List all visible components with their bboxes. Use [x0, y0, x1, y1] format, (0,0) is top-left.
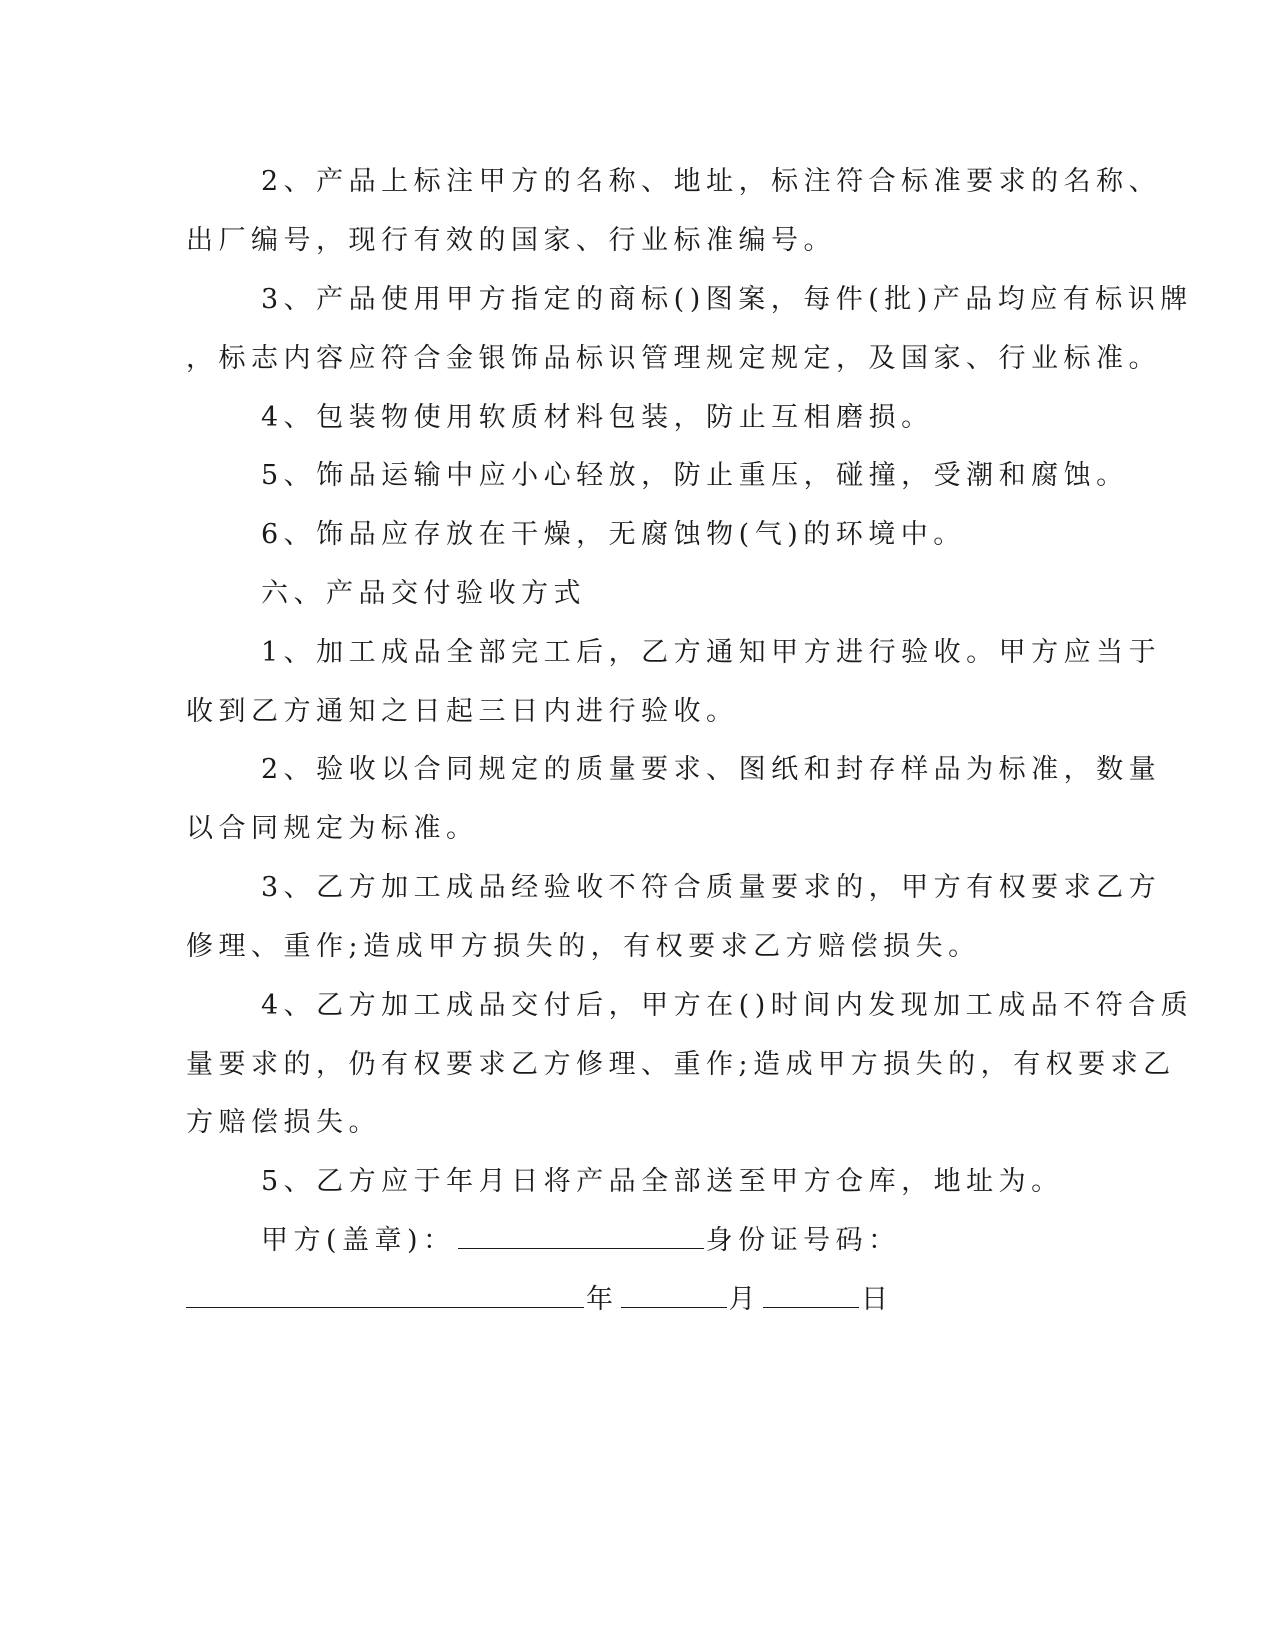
paragraph-line: 6、饰品应存放在干燥，无腐蚀物(气)的环境中。 — [261, 519, 966, 550]
paragraph-line: 以合同规定为标准。 — [186, 813, 479, 844]
id-number-blank[interactable] — [186, 1281, 584, 1308]
paragraph-line: 出厂编号，现行有效的国家、行业标准编号。 — [186, 225, 836, 256]
month-label: 月 — [728, 1284, 761, 1315]
paragraph-line: 3、乙方加工成品经验收不符合质量要求的，甲方有权要求乙方 — [261, 872, 1162, 903]
month-blank[interactable] — [621, 1281, 727, 1308]
day-label: 日 — [861, 1284, 894, 1315]
party-signature-blank[interactable] — [458, 1222, 704, 1249]
id-number-label: 身份证号码： — [705, 1225, 901, 1256]
signature-party-line — [261, 1221, 901, 1261]
paragraph-line: 4、乙方加工成品交付后，甲方在()时间内发现加工成品不符合质 — [261, 990, 1194, 1021]
signature-date-line — [186, 1280, 894, 1320]
paragraph-line: 4、包装物使用软质材料包装，防止互相磨损。 — [261, 402, 934, 433]
section-heading: 六、产品交付验收方式 — [261, 578, 586, 609]
paragraph-line: ，标志内容应符合金银饰品标识管理规定规定，及国家、行业标准。 — [186, 343, 1161, 374]
party-label: 甲方(盖章)： — [261, 1225, 456, 1256]
paragraph-line: 5、乙方应于年月日将产品全部送至甲方仓库，地址为。 — [261, 1166, 1064, 1197]
paragraph-line: 1、加工成品全部完工后，乙方通知甲方进行验收。甲方应当于 — [261, 637, 1162, 668]
day-blank[interactable] — [763, 1281, 859, 1308]
paragraph-line: 方赔偿损失。 — [186, 1107, 381, 1138]
year-label: 年 — [586, 1284, 619, 1315]
paragraph-line: 3、产品使用甲方指定的商标()图案，每件(批)产品均应有标识牌 — [261, 284, 1193, 315]
paragraph-line: 修理、重作;造成甲方损失的，有权要求乙方赔偿损失。 — [186, 931, 981, 962]
paragraph-line: 2、产品上标注甲方的名称、地址，标注符合标准要求的名称、 — [261, 166, 1162, 197]
paragraph-line: 2、验收以合同规定的质量要求、图纸和封存样品为标准，数量 — [261, 754, 1162, 785]
paragraph-line: 量要求的，仍有权要求乙方修理、重作;造成甲方损失的，有权要求乙 — [186, 1049, 1176, 1080]
paragraph-line: 5、饰品运输中应小心轻放，防止重压，碰撞，受潮和腐蚀。 — [261, 460, 1129, 491]
paragraph-line: 收到乙方通知之日起三日内进行验收。 — [186, 696, 739, 727]
